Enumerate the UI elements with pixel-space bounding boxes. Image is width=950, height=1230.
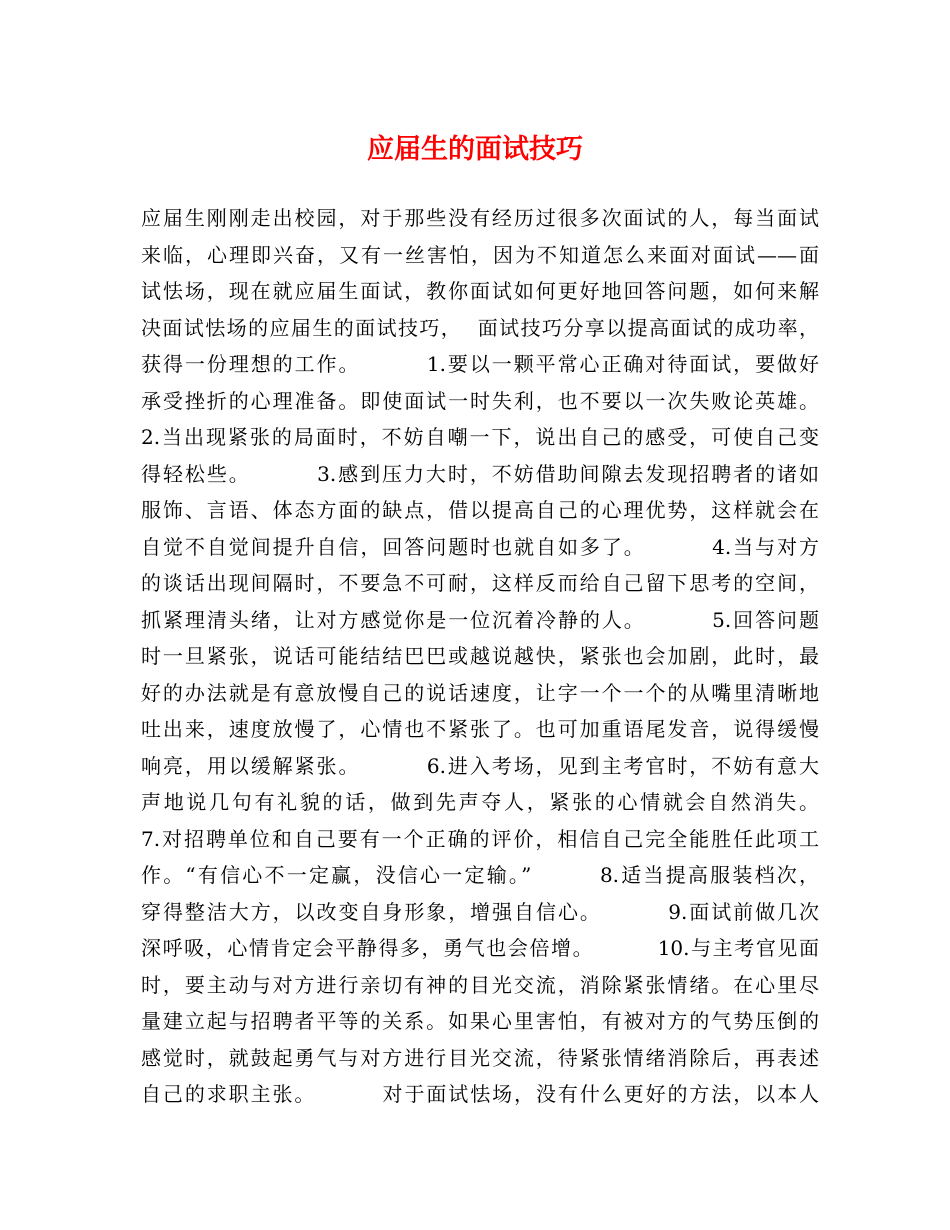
body-text-line: 感觉时，就鼓起勇气与对方进行目光交流，待紧张情绪消除后，再表述 <box>141 1045 819 1070</box>
body-text-line: 时一旦紧张，说话可能结结巴巴或越说越快，紧张也会加剧，此时，最 <box>141 644 819 668</box>
body-text-line: 抓紧理清头绪，让对方感觉你是一位沉着冷静的人。 5.回答问题 <box>141 607 819 632</box>
body-text-line: 试怯场，现在就应届生面试，教你面试如何更好地回答问题，如何来解 <box>141 279 819 303</box>
body-text-line: 深呼吸，心情肯定会平静得多，勇气也会倍增。 10.与主考官见面 <box>141 936 819 960</box>
body-text-line: 时，要主动与对方进行亲切有神的目光交流，消除紧张情绪。在心里尽 <box>141 972 819 997</box>
body-text-line: 决面试怯场的应届生的面试技巧， 面试技巧分享以提高面试的成功率， <box>141 315 819 340</box>
body-text-line: 服饰、言语、体态方面的缺点，借以提高自己的心理优势，这样就会在 <box>141 498 819 522</box>
document-body <box>141 200 819 1113</box>
body-text-line: 来临，心理即兴奋，又有一丝害怕，因为不知道怎么来面对面试——面 <box>141 242 819 267</box>
body-text-line: 吐出来，速度放慢了，心情也不紧张了。也可加重语尾发音，说得缓慢 <box>141 717 819 741</box>
body-text-line: 自己的求职主张。 对于面试怯场，没有什么更好的方法，以本人 <box>141 1082 819 1106</box>
body-text-line: 穿得整洁大方，以改变自身形象，增强自信心。 9.面试前做几次 <box>141 899 819 924</box>
body-text-line: 好的办法就是有意放慢自己的说话速度，让字一个一个的从嘴里清晰地 <box>141 680 819 705</box>
body-text-line: 获得一份理想的工作。 1.要以一颗平常心正确对待面试，要做好 <box>141 352 819 376</box>
body-text-line: 应届生刚刚走出校园，对于那些没有经历过很多次面试的人，每当面试 <box>141 206 819 230</box>
body-text-line: 承受挫折的心理准备。即使面试一时失利，也不要以一次失败论英雄。 <box>141 388 819 413</box>
body-text-line: 量建立起与招聘者平等的关系。如果心里害怕，有被对方的气势压倒的 <box>141 1009 819 1033</box>
body-text-line: 7.对招聘单位和自己要有一个正确的评价，相信自己完全能胜任此项工 <box>141 826 819 851</box>
body-text-line: 响亮，用以缓解紧张。 6.进入考场，见到主考官时，不妨有意大 <box>141 753 819 778</box>
body-text-line: 得轻松些。 3.感到压力大时，不妨借助间隙去发现招聘者的诸如 <box>141 461 819 486</box>
body-text-line: 作。“有信心不一定赢，没信心一定输。” 8.适当提高服装档次， <box>141 863 819 887</box>
body-text-line: 2.当出现紧张的局面时，不妨自嘲一下，说出自己的感受，可使自己变 <box>141 425 819 449</box>
body-text-line: 的谈话出现间隔时，不要急不可耐，这样反而给自己留下思考的空间， <box>141 571 819 595</box>
body-text-line: 声地说几句有礼貌的话，做到先声夺人，紧张的心情就会自然消失。 <box>141 790 819 814</box>
document-title: 应届生的面试技巧 <box>367 134 583 165</box>
body-text-line: 自觉不自觉间提升自信，回答问题时也就自如多了。 4.当与对方 <box>141 534 819 559</box>
